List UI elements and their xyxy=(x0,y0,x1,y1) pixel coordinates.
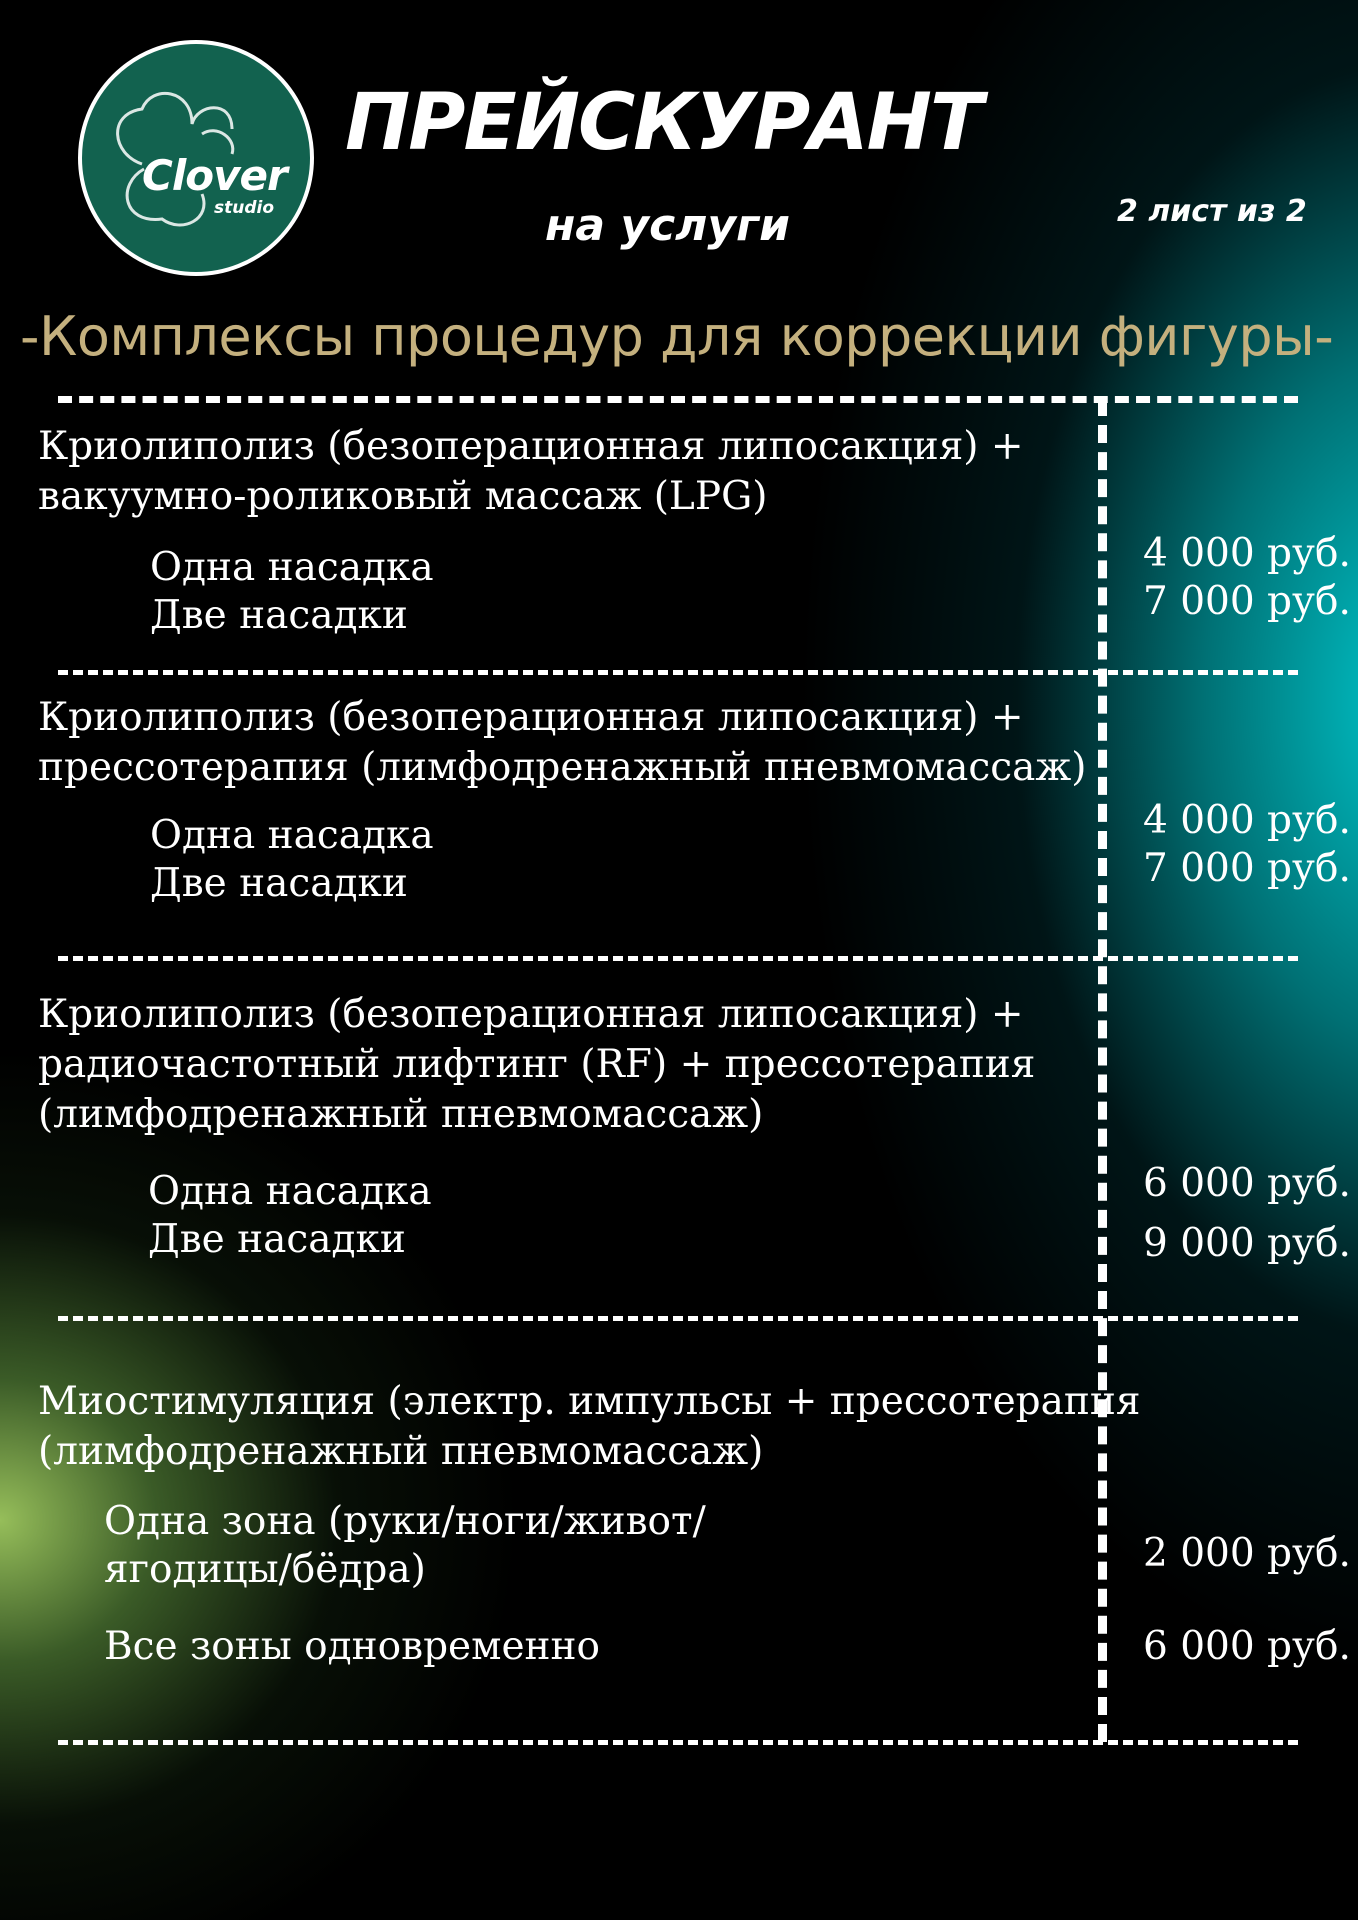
divider-2 xyxy=(58,956,1298,961)
service-2-option-1-price: 4 000 руб. xyxy=(1143,798,1351,843)
divider-1 xyxy=(58,670,1298,675)
clover-studio-logo xyxy=(78,40,314,276)
service-3-option-2-label: Две насадки xyxy=(148,1217,406,1262)
page-subtitle: на услуги xyxy=(545,200,790,251)
service-4-option-1-label-line-2: ягодицы/бёдра) xyxy=(104,1547,426,1592)
service-3-line-2: радиочастотный лифтинг (RF) + прессотерапия xyxy=(38,1042,1036,1087)
page-title: ПРЕЙСКУРАНТ xyxy=(345,78,982,168)
service-2-option-1-label: Одна насадка xyxy=(150,813,434,858)
service-1-description xyxy=(38,422,1024,522)
service-2-line-1: Криолиполиз (безоперационная липосакция) + xyxy=(38,695,1024,740)
service-1-line-1: Криолиполиз (безоперационная липосакция) + xyxy=(38,424,1024,469)
service-3-option-1-price: 6 000 руб. xyxy=(1143,1161,1351,1206)
divider-3 xyxy=(58,1316,1298,1321)
service-4-option-1-label-line-1: Одна зона (руки/ноги/живот/ xyxy=(104,1499,706,1544)
service-4-option-1-price: 2 000 руб. xyxy=(1143,1531,1351,1576)
divider-bottom xyxy=(58,1740,1298,1745)
logo-subtitle: studio xyxy=(214,198,275,218)
service-4-line-2: (лимфодренажный пневмомассаж) xyxy=(38,1429,764,1474)
logo-name: Clover xyxy=(142,151,287,200)
service-4-option-1-label xyxy=(104,1498,706,1594)
service-3-line-1: Криолиполиз (безоперационная липосакция) + xyxy=(38,992,1024,1037)
service-2-line-2: прессотерапия (лимфодренажный пневмомассаж) xyxy=(38,745,1087,790)
service-4-option-2-price: 6 000 руб. xyxy=(1143,1624,1351,1669)
service-1-option-2-label: Две насадки xyxy=(150,593,408,638)
service-2-description xyxy=(38,693,1086,793)
sheet-counter: 2 лист из 2 xyxy=(1117,194,1307,229)
service-2-option-2-price: 7 000 руб. xyxy=(1143,846,1351,891)
service-1-option-1-label: Одна насадка xyxy=(150,545,434,590)
service-1-option-2-price: 7 000 руб. xyxy=(1143,579,1351,624)
service-3-description xyxy=(38,990,1035,1140)
service-3-option-1-label: Одна насадка xyxy=(148,1169,432,1214)
service-3-line-3: (лимфодренажный пневмомассаж) xyxy=(38,1092,764,1137)
section-title: -Комплексы процедур для коррекции фигуры- xyxy=(20,305,1334,368)
service-3-option-2-price: 9 000 руб. xyxy=(1143,1221,1351,1266)
service-1-line-2: вакуумно-роликовый массаж (LPG) xyxy=(38,474,768,519)
service-4-description xyxy=(38,1377,1140,1477)
service-2-option-2-label: Две насадки xyxy=(150,861,408,906)
service-1-option-1-price: 4 000 руб. xyxy=(1143,531,1351,576)
divider-top xyxy=(58,396,1298,403)
service-4-line-1: Миостимуляция (электр. импульсы + прессотерапия xyxy=(38,1379,1141,1424)
service-4-option-2-label: Все зоны одновременно xyxy=(104,1624,601,1669)
column-divider xyxy=(1098,398,1107,1742)
